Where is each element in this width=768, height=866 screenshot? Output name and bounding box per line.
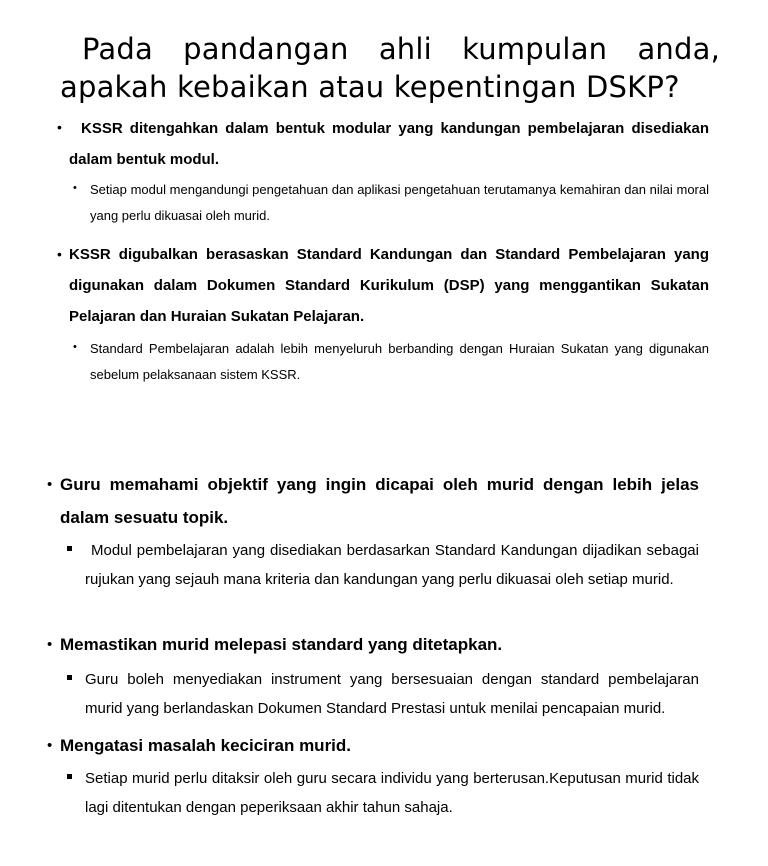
point-3-sub: Modul pembelajaran yang disediakan berdasarkan Standard Kandungan dijadikan sebagai rujukan yang sejauh mana kriteria dan kandungan yang perlu dikuasai oleh setiap murid. xyxy=(85,542,699,588)
point-1-text: KSSR ditengahkan dalam bentuk modular yang kandungan pembelajaran disediakan dalam bentuk modul. xyxy=(69,120,709,168)
bullet-dot: • xyxy=(57,246,62,262)
sub-bullet-dot: • xyxy=(73,341,77,353)
point-2-text: KSSR digubalkan berasaskan Standard Kandungan dan Standard Pembelajaran yang digunakan dalam Dokumen Standard Kurikulum (DSP) yang menggantikan Sukatan Pelajaran dan Huraian Sukatan Pelajaran. xyxy=(69,246,709,325)
point-3-text: Guru memahami objektif yang ingin dicapai oleh murid dengan lebih jelas dalam sesuatu topik. xyxy=(60,475,699,527)
square-bullet-icon xyxy=(67,774,72,779)
point-5-text: Mengatasi masalah keciciran murid. xyxy=(60,736,352,755)
bullet-dot: • xyxy=(47,476,53,493)
point-2-sub: Standard Pembelajaran adalah lebih menyeluruh berbanding dengan Huraian Sukatan yang digunakan sebelum pelaksanaan sistem KSSR. xyxy=(90,341,709,382)
page-title xyxy=(48,30,720,106)
point-4-sub: Guru boleh menyediakan instrument yang bersesuaian dengan standard pembelajaran murid yang berlandaskan Dokumen Standard Prestasi untuk menilai pencapaian murid. xyxy=(85,671,699,717)
point-1-sub: Setiap modul mengandungi pengetahuan dan aplikasi pengetahuan terutamanya kemahiran dan nilai moral yang perlu dikuasai oleh murid. xyxy=(90,182,709,223)
bullet-dot: • xyxy=(47,636,53,653)
title-line-2: apakah kebaikan atau kepentingan DSKP? xyxy=(60,70,680,104)
square-bullet-icon xyxy=(67,675,72,680)
sub-bullet-dot: • xyxy=(73,182,77,194)
title-line-1: Pada pandangan ahli kumpulan anda, xyxy=(82,32,720,66)
bullet-dot: • xyxy=(57,119,62,135)
point-4-text: Memastikan murid melepasi standard yang ditetapkan. xyxy=(60,635,503,654)
point-5-sub: Setiap murid perlu ditaksir oleh guru secara individu yang berterusan.Keputusan murid tidak lagi ditentukan dengan peperiksaan akhir tahun sahaja. xyxy=(85,770,699,816)
square-bullet-icon xyxy=(67,546,72,551)
bullet-dot: • xyxy=(47,737,53,754)
